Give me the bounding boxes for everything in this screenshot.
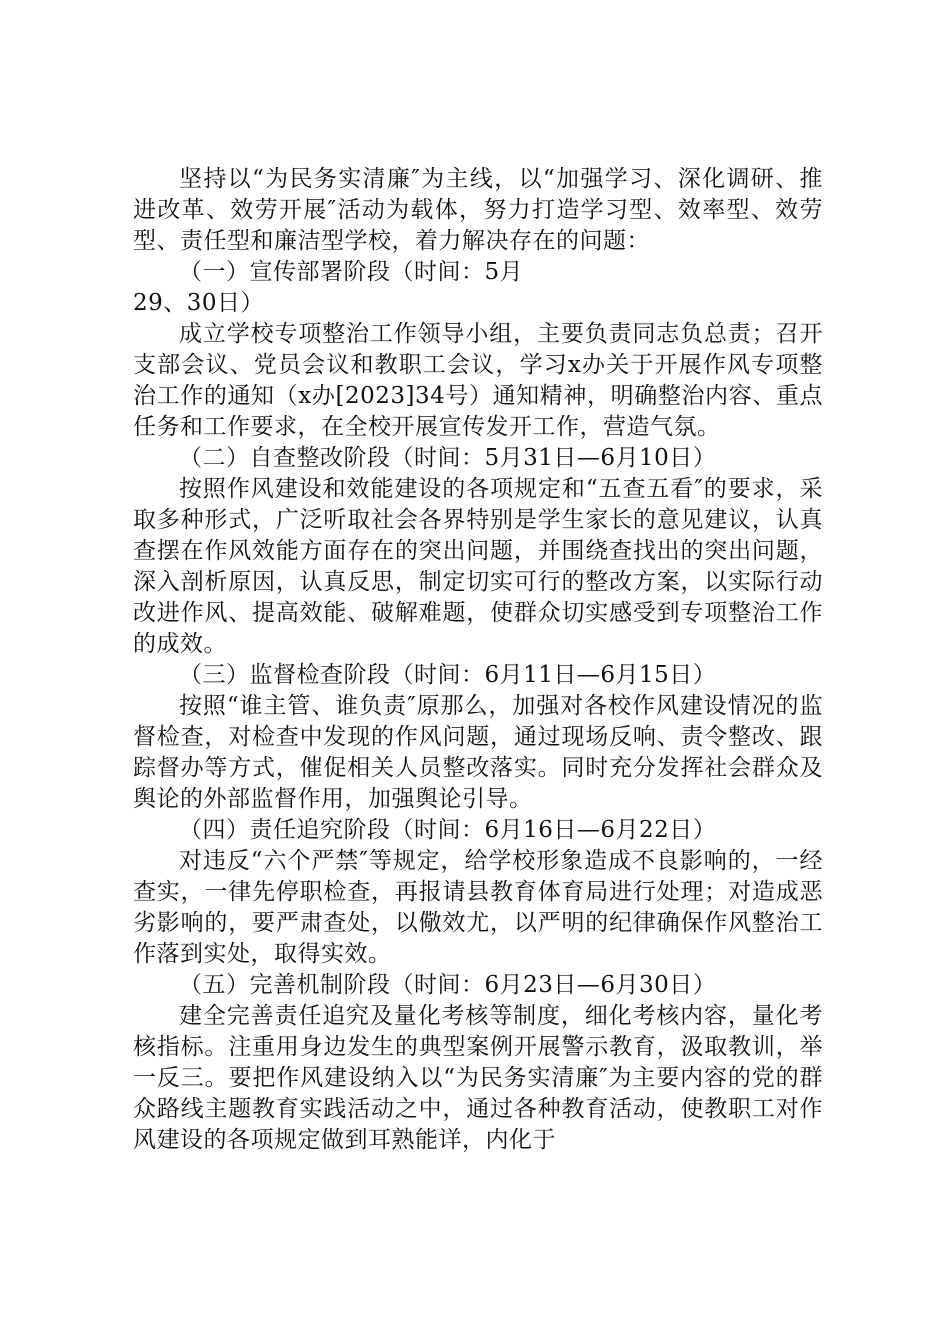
stage-3-heading: （三）监督检查阶段（时间：6月11日—6月15日）: [179, 662, 717, 688]
stage-2-heading: （二）自查整改阶段（时间：5月31日—6月10日）: [179, 445, 717, 471]
stage-1-heading-continuation: 29、30日）: [133, 290, 265, 316]
stage-4-heading: （四）责任追究阶段（时间：6月16日—6月22日）: [179, 817, 717, 843]
stage-5-heading: （五）完善机制阶段（时间：6月23日—6月30日）: [179, 972, 717, 998]
stage-4-body: 对违反“六个严禁″等规定，给学校形象造成不良影响的，一经查实，一律先停职检查，再报请县教育体育局进行处理；对造成恶劣影响的，要严肃查处，以儆效尤，以严明的纪律确保作风整治工作落到实处，取得实效。: [133, 848, 823, 967]
stage-5-body: 建全完善责任追究及量化考核等制度，细化考核内容，量化考核指标。注重用身边发生的典型案例开展警示教育，汲取教训，举一反三。要把作风建设纳入以“为民务实清廉″为主要内容的党的群众路线主题教育实践活动之中，通过各种教育活动，使教职工对作风建设的各项规定做到耳熟能详，内化于: [133, 1003, 823, 1153]
stage-2-body: 按照作风建设和效能建设的各项规定和“五查五看″的要求，采取多种形式，广泛听取社会各界特别是学生家长的意见建议，认真查摆在作风效能方面存在的突出问题，并围绕查找出的突出问题，深入剖析原因，认真反思，制定切实可行的整改方案，以实际行动改进作风、提高效能、破解难题，使群众切实感受到专项整治工作的成效。: [133, 476, 823, 657]
stage-1-heading: （一）宣传部署阶段（时间：5月: [179, 259, 524, 285]
document-body: [133, 164, 823, 1156]
stage-3-body: 按照“谁主管、谁负责″原那么，加强对各校作风建设情况的监督检查，对检查中发现的作风问题，通过现场反响、责令整改、跟踪督办等方式，催促相关人员整改落实。同时充分发挥社会群众及舆论的外部监督作用，加强舆论引导。: [133, 693, 823, 812]
intro-paragraph: 坚持以“为民务实清廉″为主线，以“加强学习、深化调研、推进改革、效劳开展″活动为载体，努力打造学习型、效率型、效劳型、责任型和廉洁型学校，着力解决存在的问题：: [133, 166, 823, 254]
stage-1-body: 成立学校专项整治工作领导小组，主要负责同志负总责；召开支部会议、党员会议和教职工会议，学习x办关于开展作风专项整治工作的通知（x办[2023]34号）通知精神，明确整治内容、重点任务和工作要求，在全校开展宣传发开工作，营造气氛。: [133, 321, 823, 440]
